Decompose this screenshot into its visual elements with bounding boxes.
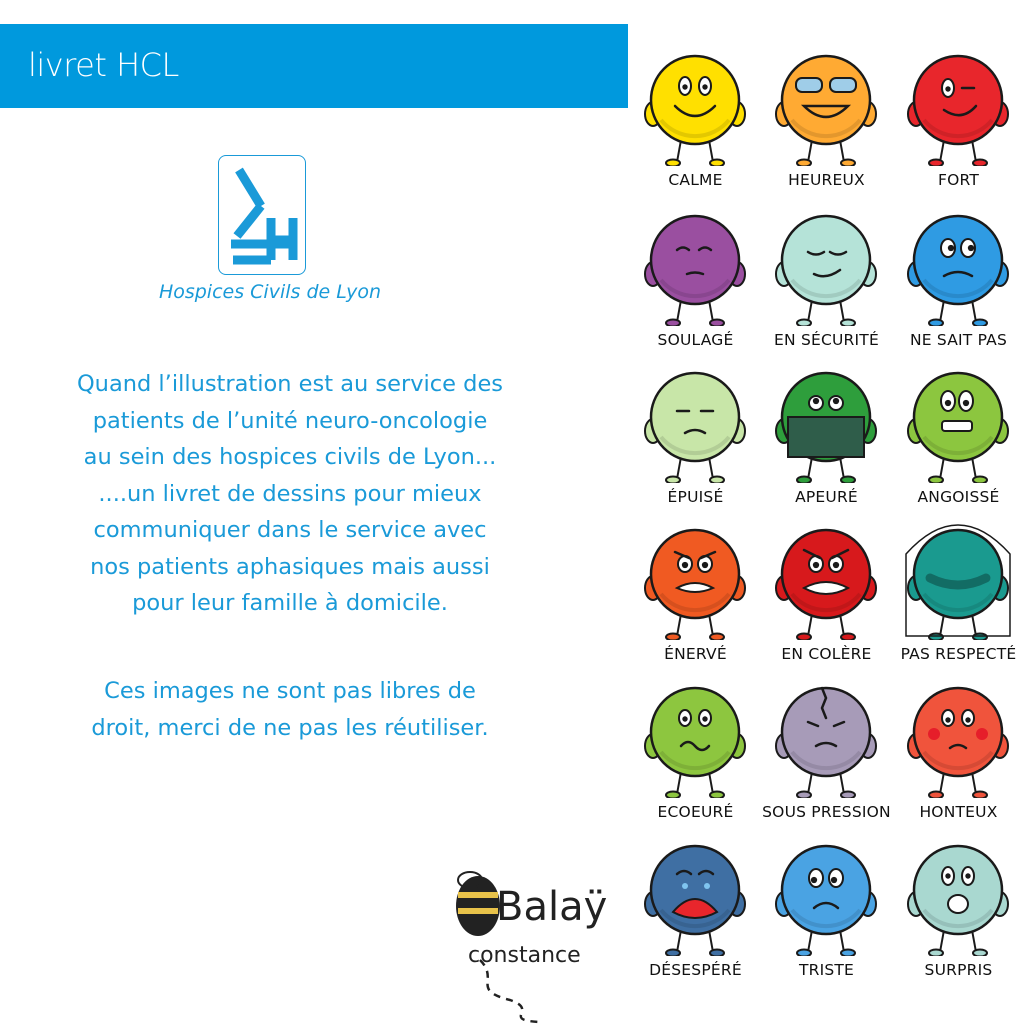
emotion-face-icon [761,361,892,483]
emotion-label: HONTEUX [919,803,998,821]
emotion-face-icon [893,204,1024,326]
microscope-icon [219,156,305,274]
emotion-label: ANGOISSÉ [917,488,1000,506]
emotion-card [761,204,892,361]
emotion-label: PAS RESPECTÉ [900,645,1017,663]
intro-line: nos patients aphasiques mais aussi [90,553,490,580]
emotion-label: TRISTE [798,961,855,979]
emotion-face-icon [893,361,1024,483]
header-banner [0,24,628,108]
logo-caption: Hospices Civils de Lyon [158,281,382,303]
intro-paragraph [10,366,570,622]
emotion-card [630,676,761,833]
bee-logo-icon [440,870,620,1024]
emotion-face-icon [630,361,761,483]
emotion-face-icon [630,518,761,640]
emotion-face-icon [893,676,1024,798]
emotion-face-icon [630,44,761,166]
emotion-card [761,44,892,201]
notice-line: Ces images ne sont pas libres de [104,678,476,704]
emotion-label: SURPRIS [924,961,993,979]
emotion-face-icon [630,676,761,798]
emotion-label: EN COLÈRE [781,645,872,663]
intro-line: patients de l’unité neuro-oncologie [92,407,488,434]
emotion-card [761,676,892,833]
intro-line: Quand l’illustration est au service des [76,371,504,397]
emotion-card [630,204,761,361]
page-title: livret HCL [28,46,179,84]
intro-line: au sein des hospices civils de Lyon... [83,444,497,470]
emotion-label: APEURÉ [795,488,858,506]
emotion-card [893,834,1024,991]
signature-subname: constance [468,943,581,968]
emotion-card [761,518,892,675]
emotion-card [761,834,892,991]
emotion-face-icon [761,44,892,166]
emotion-label: ECOEURÉ [657,803,734,821]
emotion-label: SOULAGÉ [657,331,734,349]
artist-signature [440,870,620,1024]
emotion-card [893,676,1024,833]
emotion-face-icon [761,834,892,956]
emotion-card [630,518,761,675]
notice-line: droit, merci de ne pas les réutiliser. [91,714,489,741]
emotion-face-icon [893,834,1024,956]
emotion-face-icon [893,44,1024,166]
emotion-label: HEUREUX [788,171,865,189]
intro-line: communiquer dans le service avec [93,517,487,543]
emotion-face-icon [630,204,761,326]
intro-line: ....un livret de dessins pour mieux [98,480,482,507]
emotion-card [630,44,761,201]
emotion-face-icon [761,518,892,640]
emotion-face-icon [893,518,1024,640]
emotion-label: NE SAIT PAS [909,331,1007,349]
emotion-face-icon [761,204,892,326]
emotion-card [761,361,892,518]
emotion-face-icon [761,676,892,798]
emotion-label: ÉPUISÉ [667,488,724,506]
hcl-logo [218,155,306,275]
emotion-card [630,834,761,991]
intro-line: pour leur famille à domicile. [132,590,448,616]
emotion-label: EN SÉCURITÉ [774,331,879,349]
emotion-card [893,204,1024,361]
emotion-label: FORT [937,171,980,189]
emotion-card [893,44,1024,201]
emotion-card [893,361,1024,518]
emotion-label: SOUS PRESSION [762,803,891,821]
emotion-label: ÉNERVÉ [664,645,727,663]
emotion-label: CALME [668,171,723,189]
copyright-notice [10,673,570,746]
emotion-label: DÉSESPÉRÉ [649,961,742,979]
emotion-card [893,518,1024,675]
signature-name: Balaÿ [496,884,608,930]
emotion-card [630,361,761,518]
emotion-face-icon [630,834,761,956]
